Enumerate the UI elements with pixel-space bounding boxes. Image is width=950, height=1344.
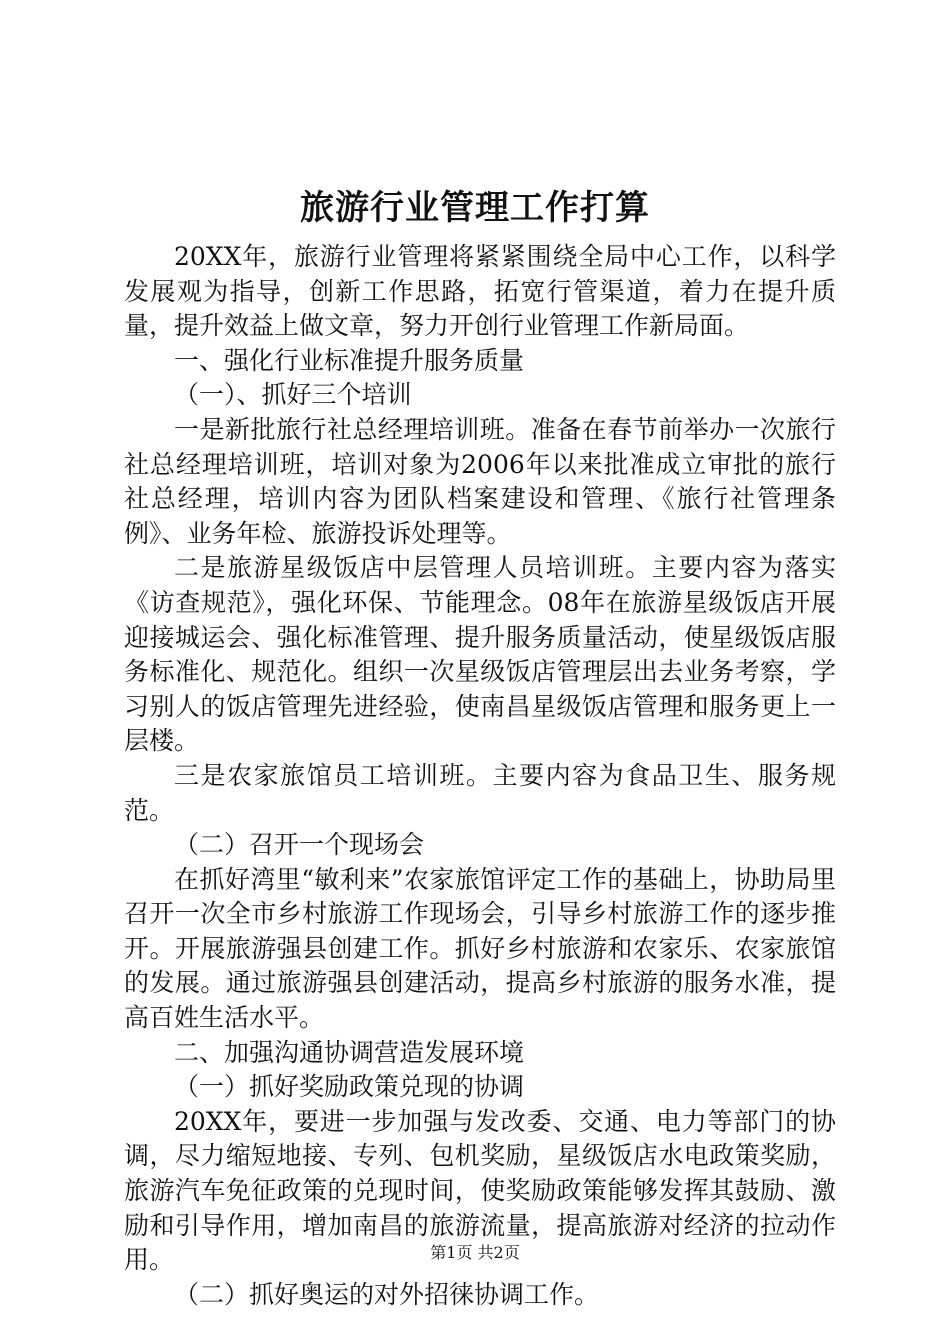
page-number-footer: 第1页 共2页 — [430, 1243, 520, 1262]
subsection-heading-2-1: （一）抓好奖励政策兑现的协调 — [174, 1072, 525, 1102]
paragraph-site-meeting: 在抓好湾里“敏利来”农家旅馆评定工作的基础上，协助局里召开一次全市乡村旅游工作现场会，引导乡村旅游工作的逐步推开。开展旅游强县创建工作。抓好乡村旅游和农家乐、农家旅馆的发展。通过旅游强县创建活动，提高乡村旅游的服务水准，提高百姓生活水平。 — [124, 864, 836, 1033]
section-heading-1: 一、强化行业标准提升服务质量 — [174, 345, 525, 375]
paragraph-training-3: 三是农家旅馆员工培训班。主要内容为食品卫生、服务规范。 — [124, 760, 836, 825]
paragraph-intro: 20XX年，旅游行业管理将紧紧围绕全局中心工作，以科学发展观为指导，创新工作思路，拓宽行管渠道，着力在提升质量，提升效益上做文章，努力开创行业管理工作新局面。 — [124, 242, 836, 341]
subsection-heading-1-2: （二）召开一个现场会 — [174, 830, 425, 860]
subsection-heading-2-2: （二）抓好奥运的对外招徕协调工作。 — [174, 1279, 600, 1309]
subsection-heading-1-1: （一）、抓好三个培训 — [174, 380, 412, 410]
section-heading-2: 二、加强沟通协调营造发展环境 — [174, 1037, 525, 1067]
document-title: 旅游行业管理工作打算 — [300, 188, 650, 228]
document-body — [124, 240, 836, 1312]
paragraph-training-2: 二是旅游星级饭店中层管理人员培训班。主要内容为落实《访查规范》，强化环保、节能理念。08年在旅游星级饭店开展迎接城运会、强化标准管理、提升服务质量活动，使星级饭店服务标准化、规范化。组织一次星级饭店管理层出去业务考察，学习别人的饭店管理先进经验，使南昌星级饭店管理和服务更上一层楼。 — [124, 553, 836, 756]
paragraph-training-1: 一是新批旅行社总经理培训班。准备在春节前举办一次旅行社总经理培训班，培训对象为2006年以来批准成立审批的旅行社总经理，培训内容为团队档案建设和管理、《旅行社管理条例》、业务年检、旅游投诉处理等。 — [124, 414, 836, 548]
paragraph-incentive-policy: 20XX年，要进一步加强与发改委、交通、电力等部门的协调，尽力缩短地接、专列、包机奖励，星级饭店水电政策奖励，旅游汽车免征政策的兑现时间，使奖励政策能够发挥其鼓励、激励和引导作用，增加南昌的旅游流量，提高旅游对经济的拉动作用。 — [124, 1106, 836, 1275]
